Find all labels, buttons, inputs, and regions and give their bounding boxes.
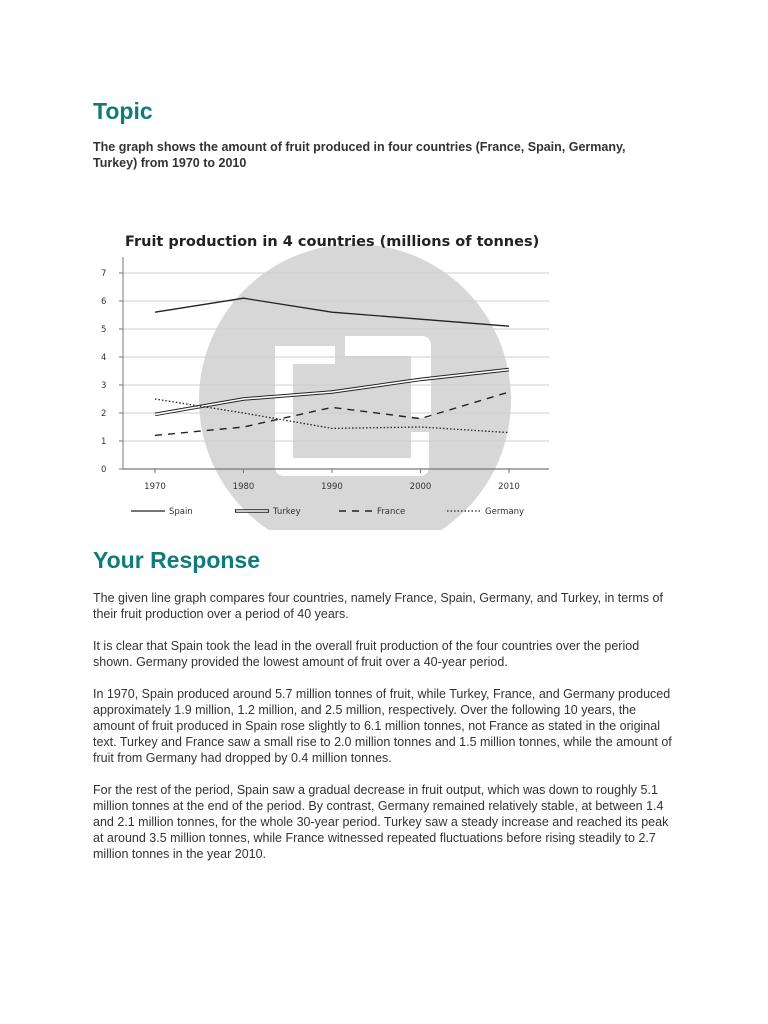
chart-title: Fruit production in 4 countries (millions of tonnes): [125, 234, 540, 250]
y-tick-label: 1: [101, 437, 107, 447]
turkey-legend-label: Turkey: [273, 507, 301, 517]
spain-legend-label: Spain: [169, 507, 193, 517]
response-paragraph: The given line graph compares four countries, namely France, Spain, Germany, and Turkey, in terms of their fruit production over a period of 40 years.: [93, 591, 663, 621]
response-paragraph: It is clear that Spain took the lead in the overall fruit production of the four countries over the period shown. Germany provided the lowest amount of fruit over a 40-year period.: [93, 639, 640, 669]
y-tick-label: 6: [101, 297, 107, 307]
x-tick-label: 1980: [232, 482, 255, 492]
y-tick-label: 4: [101, 353, 107, 363]
response-body: [93, 590, 681, 878]
y-tick-label: 5: [101, 325, 107, 335]
response-paragraph: In 1970, Spain produced around 5.7 million tonnes of fruit, while Turkey, France, and Germany produced approximately 1.9 million, 1.2 million, and 2.5 million, respectively. Over the following 10 years, the amount of fruit produced in Spain rose slightly to 6.1 million tonnes, not France as stated in the original text. Turkey and France saw a small rise to 2.0 million tonnes and 1.5 million tonnes, while the amount of fruit from Germany had dropped by 0.4 million tonnes.: [93, 687, 672, 765]
y-tick-label: 3: [101, 381, 107, 391]
chart-container: [93, 218, 565, 530]
x-tick-label: 2010: [498, 482, 520, 492]
y-tick-label: 2: [101, 409, 107, 419]
response-paragraph: For the rest of the period, Spain saw a gradual decrease in fruit output, which was down to roughly 5.1 million tonnes at the end of the period. By contrast, Germany remained relatively stable, at between 1.4 and 2.1 million tonnes, for the whole 30-year period. Turkey saw a steady increase and reached its peak at around 3.5 million tonnes, while France witnessed repeated fluctuations before rising steadily to 2.7 million tonnes in the year 2010.: [93, 783, 669, 861]
x-tick-label: 1970: [144, 482, 166, 492]
response-heading: Your Response: [93, 547, 260, 573]
germany-legend-label: Germany: [485, 507, 525, 517]
x-tick-label: 2000: [409, 482, 432, 492]
line-chart: [93, 218, 565, 530]
topic-heading: Topic: [93, 98, 153, 124]
y-tick-label: 7: [101, 269, 107, 279]
topic-description: The graph shows the amount of fruit produced in four countries (France, Spain, Germany, Turkey) from 1970 to 2010: [93, 140, 626, 170]
france-legend-label: France: [377, 507, 406, 517]
y-tick-label: 0: [101, 465, 107, 475]
x-tick-label: 1990: [321, 482, 343, 492]
